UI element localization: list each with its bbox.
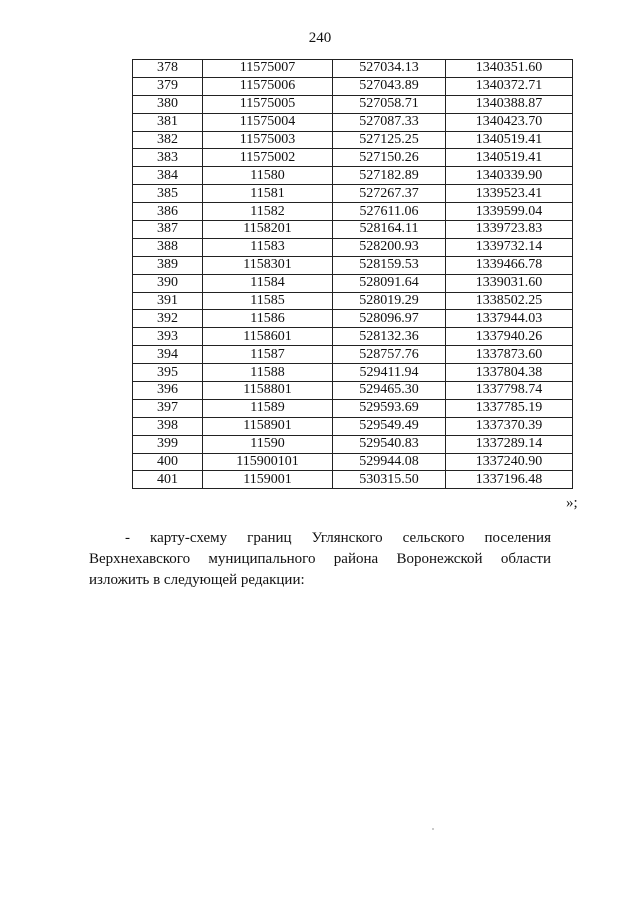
point-code-cell: 11586: [203, 310, 333, 328]
point-code-cell: 11581: [203, 185, 333, 203]
point-code-cell: 11588: [203, 364, 333, 382]
point-number-cell: 383: [133, 149, 203, 167]
x-coordinate-cell: 528019.29: [333, 292, 446, 310]
point-code-cell: 1158601: [203, 328, 333, 346]
table-row: [133, 77, 573, 95]
x-coordinate-cell: 528757.76: [333, 346, 446, 364]
table-row: [133, 149, 573, 167]
point-code-cell: 115900101: [203, 453, 333, 471]
point-code-cell: 1158801: [203, 382, 333, 400]
point-number-cell: 399: [133, 435, 203, 453]
point-code-cell: 11575006: [203, 77, 333, 95]
x-coordinate-cell: 529411.94: [333, 364, 446, 382]
table-row: [133, 382, 573, 400]
point-number-cell: 380: [133, 95, 203, 113]
y-coordinate-cell: 1337873.60: [446, 346, 573, 364]
x-coordinate-cell: 527611.06: [333, 203, 446, 221]
y-coordinate-cell: 1340339.90: [446, 167, 573, 185]
x-coordinate-cell: 528164.11: [333, 221, 446, 239]
x-coordinate-cell: 527034.13: [333, 60, 446, 78]
point-number-cell: 398: [133, 417, 203, 435]
point-number-cell: 391: [133, 292, 203, 310]
table-row: [133, 185, 573, 203]
point-number-cell: 393: [133, 328, 203, 346]
y-coordinate-cell: 1337804.38: [446, 364, 573, 382]
x-coordinate-cell: 529549.49: [333, 417, 446, 435]
x-coordinate-cell: 527182.89: [333, 167, 446, 185]
x-coordinate-cell: 529944.08: [333, 453, 446, 471]
x-coordinate-cell: 527043.89: [333, 77, 446, 95]
point-number-cell: 381: [133, 113, 203, 131]
scan-speck: [432, 828, 434, 830]
table-row: [133, 471, 573, 489]
y-coordinate-cell: 1337370.39: [446, 417, 573, 435]
x-coordinate-cell: 527267.37: [333, 185, 446, 203]
x-coordinate-cell: 528132.36: [333, 328, 446, 346]
y-coordinate-cell: 1337289.14: [446, 435, 573, 453]
x-coordinate-cell: 528159.53: [333, 256, 446, 274]
table-row: [133, 310, 573, 328]
table-row: [133, 399, 573, 417]
table-row: [133, 292, 573, 310]
point-number-cell: 386: [133, 203, 203, 221]
point-number-cell: 401: [133, 471, 203, 489]
amendment-paragraph: - карту-схему границ Углянского сельского поселения Верхнехавского муниципального района Воронежской области изложить в следующей редакции:: [89, 530, 551, 588]
table-row: [133, 435, 573, 453]
x-coordinate-cell: 528200.93: [333, 238, 446, 256]
point-number-cell: 392: [133, 310, 203, 328]
table-row: [133, 238, 573, 256]
y-coordinate-cell: 1337196.48: [446, 471, 573, 489]
y-coordinate-cell: 1340423.70: [446, 113, 573, 131]
point-number-cell: 382: [133, 131, 203, 149]
y-coordinate-cell: 1337240.90: [446, 453, 573, 471]
point-code-cell: 1159001: [203, 471, 333, 489]
y-coordinate-cell: 1340519.41: [446, 149, 573, 167]
y-coordinate-cell: 1340388.87: [446, 95, 573, 113]
point-number-cell: 384: [133, 167, 203, 185]
point-number-cell: 400: [133, 453, 203, 471]
point-code-cell: 1158901: [203, 417, 333, 435]
table-row: [133, 131, 573, 149]
x-coordinate-cell: 527125.25: [333, 131, 446, 149]
point-code-cell: 11582: [203, 203, 333, 221]
point-code-cell: 11584: [203, 274, 333, 292]
page-number: 240: [308, 30, 332, 46]
point-code-cell: 11587: [203, 346, 333, 364]
point-code-cell: 11590: [203, 435, 333, 453]
point-number-cell: 387: [133, 221, 203, 239]
x-coordinate-cell: 528096.97: [333, 310, 446, 328]
x-coordinate-cell: 528091.64: [333, 274, 446, 292]
point-number-cell: 390: [133, 274, 203, 292]
x-coordinate-cell: 527058.71: [333, 95, 446, 113]
point-number-cell: 396: [133, 382, 203, 400]
table-row: [133, 203, 573, 221]
y-coordinate-cell: 1337798.74: [446, 382, 573, 400]
point-number-cell: 379: [133, 77, 203, 95]
table-row: [133, 453, 573, 471]
point-code-cell: 11575003: [203, 131, 333, 149]
x-coordinate-cell: 529465.30: [333, 382, 446, 400]
closing-quote: »;: [566, 495, 578, 511]
table-row: [133, 167, 573, 185]
point-code-cell: 11585: [203, 292, 333, 310]
table-row: [133, 95, 573, 113]
point-number-cell: 389: [133, 256, 203, 274]
x-coordinate-cell: 527150.26: [333, 149, 446, 167]
y-coordinate-cell: 1339723.83: [446, 221, 573, 239]
table-row: [133, 113, 573, 131]
y-coordinate-cell: 1339599.04: [446, 203, 573, 221]
y-coordinate-cell: 1339466.78: [446, 256, 573, 274]
point-code-cell: 11575005: [203, 95, 333, 113]
y-coordinate-cell: 1340372.71: [446, 77, 573, 95]
point-code-cell: 11589: [203, 399, 333, 417]
table-row: [133, 256, 573, 274]
table-row: [133, 328, 573, 346]
table-row: [133, 60, 573, 78]
y-coordinate-cell: 1337785.19: [446, 399, 573, 417]
y-coordinate-cell: 1337940.26: [446, 328, 573, 346]
y-coordinate-cell: 1338502.25: [446, 292, 573, 310]
x-coordinate-cell: 530315.50: [333, 471, 446, 489]
point-number-cell: 395: [133, 364, 203, 382]
point-code-cell: 11580: [203, 167, 333, 185]
coordinates-table: [132, 59, 573, 489]
x-coordinate-cell: 529540.83: [333, 435, 446, 453]
point-code-cell: 11575004: [203, 113, 333, 131]
y-coordinate-cell: 1340351.60: [446, 60, 573, 78]
y-coordinate-cell: 1339732.14: [446, 238, 573, 256]
table-row: [133, 221, 573, 239]
y-coordinate-cell: 1339523.41: [446, 185, 573, 203]
point-number-cell: 394: [133, 346, 203, 364]
point-number-cell: 378: [133, 60, 203, 78]
y-coordinate-cell: 1339031.60: [446, 274, 573, 292]
table-row: [133, 346, 573, 364]
point-code-cell: 1158201: [203, 221, 333, 239]
coordinates-table-body: [133, 60, 573, 489]
y-coordinate-cell: 1337944.03: [446, 310, 573, 328]
point-number-cell: 388: [133, 238, 203, 256]
table-row: [133, 417, 573, 435]
point-code-cell: 11575002: [203, 149, 333, 167]
point-number-cell: 385: [133, 185, 203, 203]
x-coordinate-cell: 527087.33: [333, 113, 446, 131]
table-row: [133, 274, 573, 292]
table-row: [133, 364, 573, 382]
point-code-cell: 11583: [203, 238, 333, 256]
point-number-cell: 397: [133, 399, 203, 417]
point-code-cell: 11575007: [203, 60, 333, 78]
x-coordinate-cell: 529593.69: [333, 399, 446, 417]
y-coordinate-cell: 1340519.41: [446, 131, 573, 149]
point-code-cell: 1158301: [203, 256, 333, 274]
